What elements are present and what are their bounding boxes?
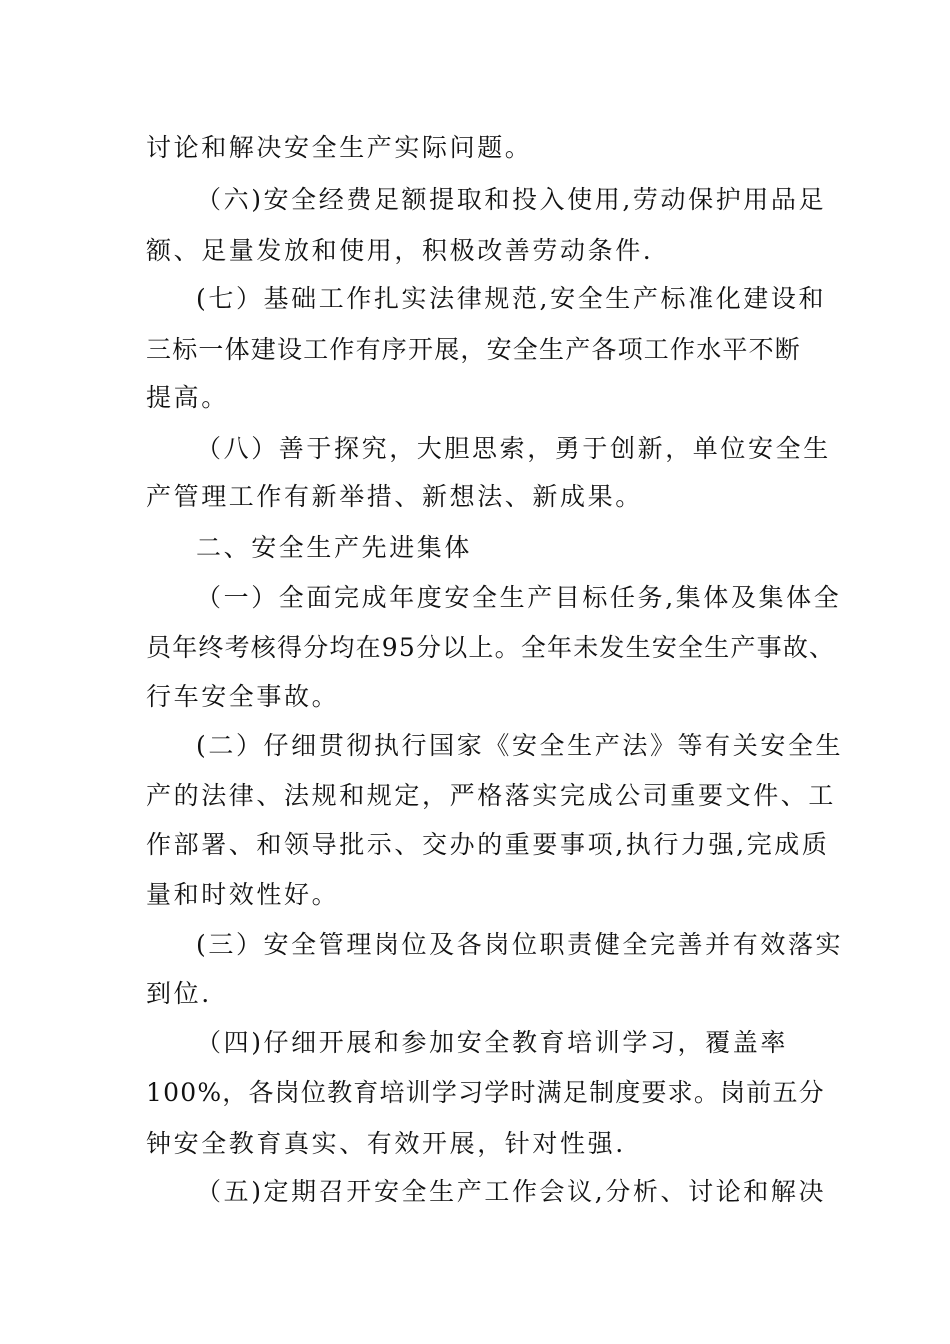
text-line-21: 钟安全教育真实、有效开展，针对性强. [146,1129,626,1158]
text-line-22: （五)定期召开安全生产工作会议,分析、讨论和解决 [196,1177,827,1206]
text-line-7: （八）善于探究，大胆思索，勇于创新，单位安全生 [196,434,831,463]
text-line-15: 作部署、和领导批示、交办的重要事项,执行力强,完成质 [146,830,830,859]
text-line-3: 额、足量发放和使用，积极改善劳动条件. [146,236,654,265]
text-line-14: 产的法律、法规和规定，严格落实完成公司重要文件、工 [146,781,837,810]
text-line-8: 产管理工作有新举措、新想法、新成果。 [146,482,643,511]
text-line-16: 量和时效性好。 [146,880,340,909]
text-line-6: 提高。 [146,383,229,412]
text-line-12: 行车安全事故。 [146,682,340,711]
text-line-10: （一）全面完成年度安全生产目标任务,集体及集体全 [196,583,842,612]
text-line-5: 三标一体建设工作有序开展，安全生产各项工作水平不断 [146,335,802,364]
section-heading: 二、安全生产先进集体 [196,533,473,562]
text-line-20: 100%，各岗位教育培训学习学时满足制度要求。岗前五分 [146,1078,825,1107]
text-line-11: 员年终考核得分均在95分以上。全年未发生安全生产事故、 [146,633,836,662]
text-line-1: 讨论和解决安全生产实际问题。 [146,133,533,162]
text-line-19: （四)仔细开展和参加安全教育培训学习，覆盖率 [196,1028,788,1057]
text-line-18: 到位. [146,979,212,1008]
text-line-13: (二）仔细贯彻执行国家《安全生产法》等有关安全生 [196,731,844,760]
text-line-4: (七）基础工作扎实法律规范,安全生产标准化建设和 [196,284,827,313]
text-line-17: (三）安全管理岗位及各岗位职责健全完善并有效落实 [196,930,844,959]
text-line-2: （六)安全经费足额提取和投入使用,劳动保护用品足 [196,185,827,214]
